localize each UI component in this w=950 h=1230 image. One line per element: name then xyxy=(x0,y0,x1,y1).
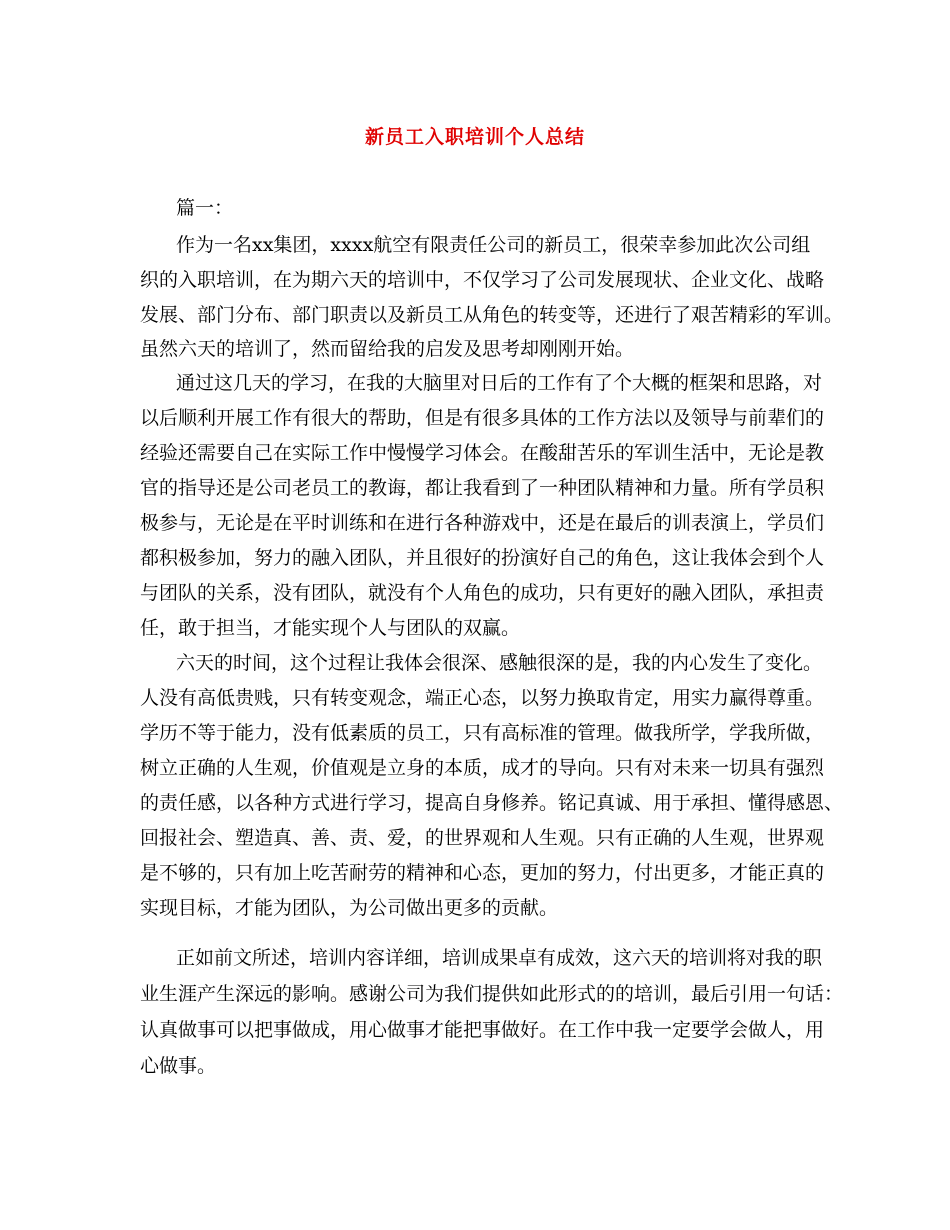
section-label: 篇一： xyxy=(176,197,234,219)
paragraph-line: 是不够的，只有加上吃苦耐劳的精神和心态，更加的努力，付出更多，才能正真的 xyxy=(140,862,825,884)
paragraph-line: 通过这几天的学习，在我的大脑里对日后的工作有了个大概的框架和思路，对 xyxy=(176,372,823,394)
paragraph-line: 经验还需要自己在实际工作中慢慢学习体会。在酸甜苦乐的军训生活中，无论是教 xyxy=(140,442,825,464)
paragraph-line: 六天的时间，这个过程让我体会很深、感触很深的是，我的内心发生了变化。 xyxy=(176,652,823,674)
paragraph-line: 极参与，无论是在平时训练和在进行各种游戏中，还是在最后的训表演上，学员们 xyxy=(140,512,825,534)
paragraph-line: 虽然六天的培训了，然而留给我的启发及思考却刚刚开始。 xyxy=(140,338,635,360)
paragraph-line: 认真做事可以把事做成，用心做事才能把事做好。在工作中我一定要学会做人，用 xyxy=(140,1019,825,1041)
paragraph-line: 的责任感，以各种方式进行学习，提高自身修养。铭记真诚、用于承担、懂得感恩、 xyxy=(140,792,844,814)
paragraph-line: 树立正确的人生观，价值观是立身的本质，成才的导向。只有对未来一切具有强烈 xyxy=(140,757,825,779)
paragraph-line: 业生涯产生深远的影响。感谢公司为我们提供如此形式的的培训，最后引用一句话： xyxy=(140,983,844,1005)
paragraph-line: 以后顺利开展工作有很大的帮助，但是有很多具体的工作方法以及领导与前辈们的 xyxy=(140,407,825,429)
paragraph-line: 学历不等于能力，没有低素质的员工，只有高标准的管理。做我所学，学我所做， xyxy=(140,722,825,744)
paragraph-line: 织的入职培训，在为期六天的培训中，不仅学习了公司发展现状、企业文化、战略 xyxy=(140,269,825,291)
paragraph-line: 发展、部门分布、部门职责以及新员工从角色的转变等，还进行了艰苦精彩的军训。 xyxy=(140,304,844,326)
paragraph-line: 正如前文所述，培训内容详细，培训成果卓有成效，这六天的培训将对我的职 xyxy=(176,947,823,969)
paragraph-line: 作为一名xx集团，xxxx航空有限责任公司的新员工，很荣幸参加此次公司组 xyxy=(176,234,811,256)
document-title: 新员工入职培训个人总结 xyxy=(364,126,585,148)
paragraph-line: 都积极参加，努力的融入团队，并且很好的扮演好自己的角色，这让我体会到个人 xyxy=(140,547,825,569)
paragraph-line: 人没有高低贵贱，只有转变观念，端正心态，以努力换取肯定，用实力赢得尊重。 xyxy=(140,687,825,709)
paragraph-line: 实现目标，才能为团队，为公司做出更多的贡献。 xyxy=(140,897,559,919)
paragraph-line: 回报社会、塑造真、善、责、爱，的世界观和人生观。只有正确的人生观，世界观 xyxy=(140,827,825,849)
paragraph-line: 与团队的关系，没有团队，就没有个人角色的成功，只有更好的融入团队，承担责 xyxy=(140,582,825,604)
paragraph-line: 心做事。 xyxy=(140,1055,217,1077)
paragraph-line: 官的指导还是公司老员工的教诲，都让我看到了一种团队精神和力量。所有学员积 xyxy=(140,477,825,499)
paragraph-line: 任，敢于担当，才能实现个人与团队的双赢。 xyxy=(140,617,521,639)
